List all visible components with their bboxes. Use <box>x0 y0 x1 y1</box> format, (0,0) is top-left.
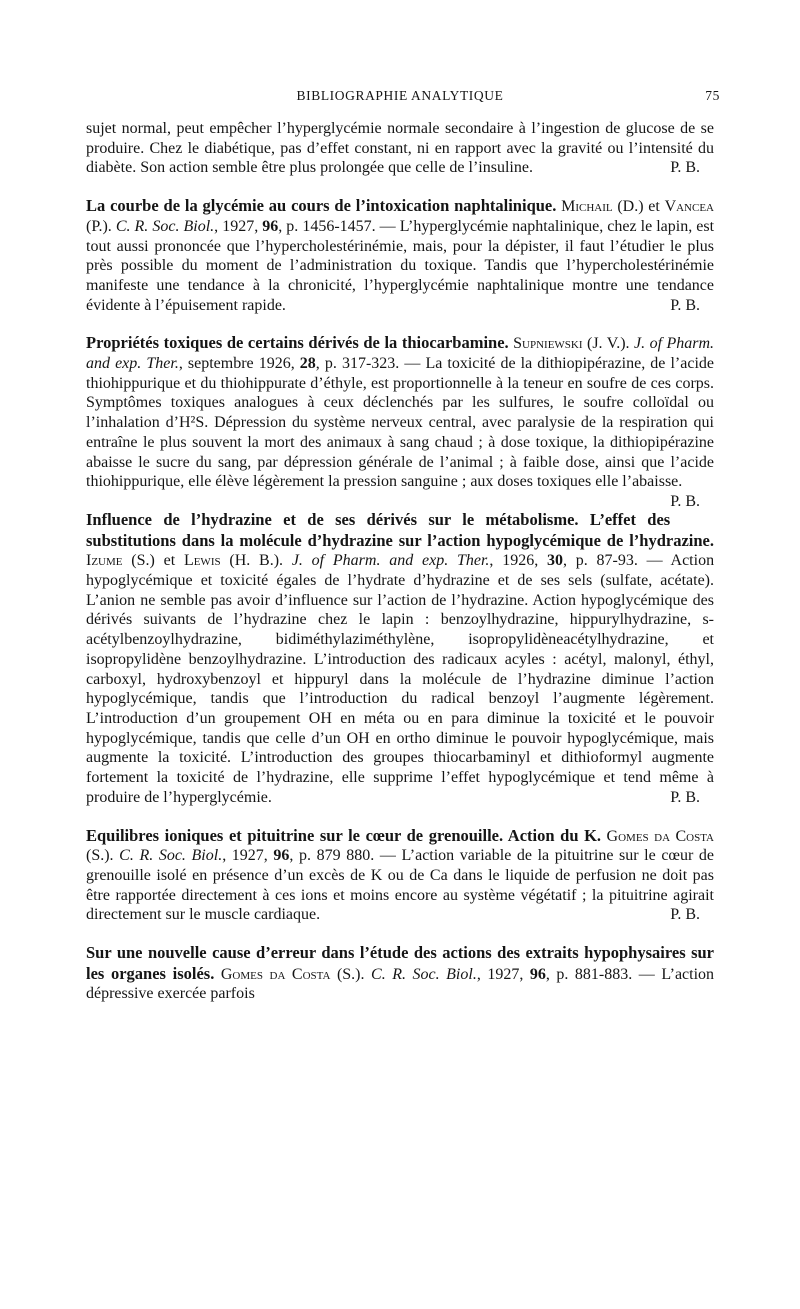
journal-name: J. of Pharm. and exp. Ther. <box>291 552 490 570</box>
author-name: Supniewski <box>513 335 583 353</box>
author-initials: (S.). <box>336 965 365 983</box>
page <box>86 88 720 1022</box>
signature: P. B. <box>670 159 700 177</box>
signature: P. B. <box>670 906 700 924</box>
bibliography-entry <box>86 943 714 1004</box>
abstract-text: L’hyperglycémie naphtalinique, chez le lapin, est tout aussi prononcée que l’hypercholestérinémie, mais, pour la dépister, il faut l’étudier le plus près possible du moment de l’administration du toxique. Tandis que l’hypercholestérinémie manifeste une tendance à la chronicité, l’hyperglycémie naphtalinique montre une tendance évidente à l’épuisement rapide. <box>86 217 715 314</box>
page-range: , p. 317-323. — <box>315 355 421 373</box>
bibliography-entry <box>86 196 714 315</box>
publication-year: , 1927, <box>222 847 268 865</box>
volume-number: 30 <box>546 552 563 570</box>
volume-number: 28 <box>299 355 316 373</box>
author-initials: (P.). <box>86 217 112 235</box>
page-range: , p. 881-883. — <box>545 965 655 983</box>
author-initials: (S.) et <box>131 552 176 570</box>
entry-title: La courbe de la glycémie au cours de l’intoxication naphtalinique. <box>86 196 557 216</box>
author-name: Izume <box>86 552 123 570</box>
journal-name: J. of Pharm. and exp. Ther. <box>86 335 715 373</box>
journal-name: C. R. Soc. Biol. <box>119 847 223 865</box>
abstract-text: La toxicité de la dithiopipérazine, de l’acide thiohippurique et du thiohippurate d’éthyle, est proportionnelle à la teneur en soufre de ces corps. Symptômes toxiques analogues à ceux déclenchés par les sulfures, le soufre colloïdal ou l’inhalation d’H²S. Dépression du système nerveux central, avec paralysie de la respiration qui entraîne le plus souvent la mort des animaux à sang chaud ; à dose toxique, la dithiopipérazine abaisse le sucre du sang, par dépression générale de l’animal ; à faible dose, ainsi que l’acide thiohippurique, elle élève légèrement la pression sanguine ; aux doses toxiques elle l’abaisse. <box>86 355 714 491</box>
volume-number: 96 <box>529 965 546 983</box>
page-range: , p. 87-93. — <box>562 552 663 570</box>
journal-name: C. R. Soc. Biol. <box>115 217 215 235</box>
author-initials: (H. B.). <box>229 552 284 570</box>
running-title: BIBLIOGRAPHIE ANALYTIQUE <box>296 88 504 103</box>
intro-text: sujet normal, peut empêcher l’hyperglycémie normale secondaire à l’ingestion de glucose de se produire. Chez le diabétique, pas d’effet constant, ni en rapport avec la gravité ou l’intensité du diabète. Son action semble être plus prolongée que celle de l’insuline. <box>86 120 714 177</box>
signature: P. B. <box>670 296 700 314</box>
abstract-text: L’action dépressive exercée parfois <box>86 965 715 1003</box>
publication-year: , 1927, <box>214 217 259 235</box>
entry-title: Influence de l’hydrazine et de ses dérivés sur le métabolisme. L’effet des substitutions dans la molécule d’hydrazine sur l’action hypoglycémique de l’hydrazine. <box>86 509 714 550</box>
publication-year: , septembre 1926, <box>178 355 295 373</box>
bibliography-entry <box>86 510 714 808</box>
publication-year: , 1927, <box>476 965 524 983</box>
bibliography-entry <box>86 333 715 510</box>
page-number: 75 <box>705 88 720 103</box>
author-name: Lewis <box>183 552 221 570</box>
author-initials: (J. V.). <box>587 335 630 353</box>
author-name: Michail <box>561 198 613 216</box>
abstract-text: L’action variable de la pituitrine sur le cœur de grenouille isolé en présence d’un excès de K ou de Ca dans le liquide de perfusion ne doit pas être rapportée directement à ces ions et moins encore au système végétatif ; la pituitrine agirait directement sur le muscle cardiaque. <box>86 847 715 924</box>
signature: P. B. <box>670 492 700 510</box>
bibliography-entry <box>86 826 714 926</box>
journal-name: C. R. Soc. Biol. <box>371 965 477 983</box>
intro-paragraph <box>86 119 714 178</box>
entry-title: Propriétés toxiques de certains dérivés de la thiocarbamine. <box>86 333 509 353</box>
volume-number: 96 <box>262 217 279 235</box>
signature: P. B. <box>670 788 700 806</box>
volume-number: 96 <box>273 847 290 865</box>
author-initials: (D.) et <box>617 198 660 216</box>
entry-title: Sur une nouvelle cause d’erreur dans l’étude des actions des extraits hypophysaires sur les organes isolés. <box>86 943 714 983</box>
author-initials: (S.). <box>86 847 114 865</box>
author-name: Vancea <box>664 198 715 216</box>
running-head <box>86 88 720 110</box>
page-range: , p. 1456-1457. — <box>278 217 396 235</box>
publication-year: , 1926, <box>489 552 539 570</box>
author-name: Gomes da Costa <box>220 965 331 983</box>
author-name: Gomes da Costa <box>606 827 715 845</box>
entry-title: Equilibres ioniques et pituitrine sur le cœur de grenouille. Action du K. <box>86 825 602 845</box>
abstract-text: Action hypoglycémique et toxicité égales de l’hydrate d’hydrazine et de ses sels (sulfate, acétate). L’anion ne semble pas avoir d’influence sur l’action de l’hydrazine. Action hypoglycémique des dérivés suivants de l’hydrazine chez le lapin : benzoylhydrazine, hippurylhydrazine, s-acétylbenzoylhydrazine, bidiméthylaziméthylène, isopropylidèneacétylhydrazine, et isopropylidène benzoylhydrazine. L’introduction des radicaux acyles : acétyl, malonyl, éthyl, carboxyl, hydroxybenzoyl et hippuryl dans la molécule de l’hydrazine diminue l’action hypoglycémique, tandis que l’introduction du radical benzoyl l’augmente légèrement. L’introduction d’un groupement OH en méta ou en para diminue la toxicité et le pouvoir hypoglycémique, tandis que celle d’un OH en ortho diminue le pouvoir hypoglycémique, mais augmente la toxicité. L’introduction des groupes thiocarbaminyl et dithioformyl augmente fortement la toxicité de l’hydrazine, elle supprime l’effet hypoglycémique et tend même à produire de l’hyperglycémie. <box>86 552 715 806</box>
page-range: , p. 879 880. — <box>289 847 396 865</box>
